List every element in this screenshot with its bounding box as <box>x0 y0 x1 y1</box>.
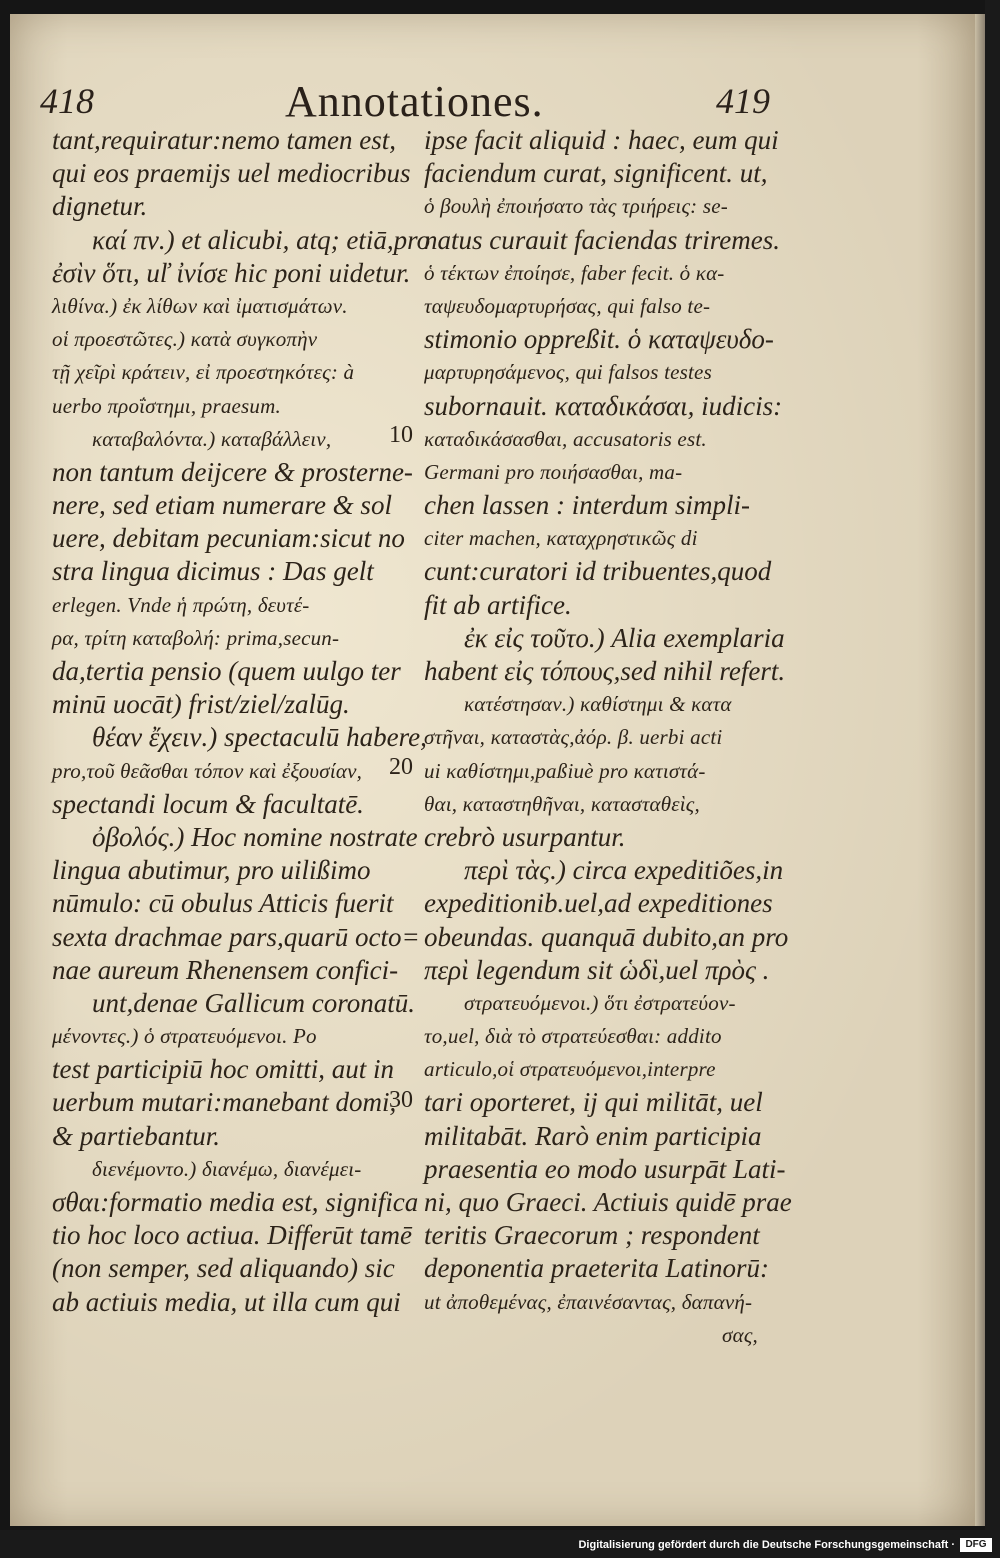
text-line: cunt:curatori id tribuentes,quod <box>424 556 772 587</box>
text-line: crebrò usurpantur. <box>424 821 626 852</box>
page-edge <box>975 14 985 1526</box>
text-line: λιθίνα.) ἐκ λίθων καὶ ἰματισμάτων. <box>52 293 348 318</box>
text-line: natus curauit faciendas triremes. <box>424 224 780 255</box>
text-line: expeditionib.uel,ad expeditiones <box>424 888 773 919</box>
text-line: articulo,οἱ στρατευόμενοι,interpre <box>424 1057 716 1082</box>
text-line: οἱ προεστῶτες.) κατὰ συγκοπὴν <box>52 327 318 352</box>
text-line: ὁ βουλὴ ἐποιήσατο τὰς τριήρεις: se- <box>424 194 728 219</box>
text-line: teritis Graecorum ; respondent <box>424 1220 760 1251</box>
text-line: ab actiuis media, ut illa cum qui <box>52 1286 401 1317</box>
text-line: unt,denae Gallicum coronatū. <box>92 987 415 1018</box>
text-line: περὶ τὰς.) circa expeditiões,in <box>464 855 784 886</box>
text-line: uerbum mutari:manebant domi, <box>52 1087 397 1118</box>
text-line: & partiebantur. <box>52 1120 221 1151</box>
text-line: non tantum deijcere & prosterne- <box>52 456 413 487</box>
left-text-column <box>52 124 431 1319</box>
text-line: subornauit. καταδικάσαι, iudicis: <box>424 390 783 421</box>
text-line: minū uocāt) frist/ziel/zalūg. <box>52 689 350 720</box>
text-line: θαι, καταστηθῆναι, κατασταθεὶς, <box>424 791 700 816</box>
text-line: περὶ legendum sit ὡδὶ,uel πρὸς . <box>424 954 770 985</box>
text-line: test participiū hoc omitti, aut in <box>52 1054 394 1085</box>
running-title: Annotationes. <box>285 77 544 126</box>
text-line: uerbo προΐστημι, praesum. <box>52 393 281 418</box>
text-line: nae aureum Rhenensem confici- <box>52 954 399 985</box>
line-number-20: 20 <box>389 754 413 780</box>
text-line: tari oporteret, ij qui militāt, uel <box>424 1087 763 1118</box>
text-line: κατέστησαν.) καθίστημι & κατα <box>464 692 732 717</box>
digitization-footer <box>0 1534 1000 1558</box>
text-line: καί πν.) et alicubi, atq; etiā,pro <box>92 224 431 255</box>
text-line: ταψευδομαρτυρήσας, qui falso te- <box>424 293 711 318</box>
funding-credit: Digitalisierung gefördert durch die Deutsche Forschungsgemeinschaft · <box>578 1539 955 1551</box>
text-line: praesentia eo modo usurpāt Lati- <box>424 1153 786 1184</box>
text-line: το,uel, διὰ τὸ στρατεύεσθαι: addito <box>424 1024 722 1049</box>
text-line: qui eos praemijs uel mediocribus <box>52 158 411 189</box>
text-line: ἐσὶν ὅτι, uľ ἰνίσε hic poni uidetur. <box>52 257 411 288</box>
text-line: pro,τοῦ θεᾶσθαι τόπον καὶ ἐξουσίαν, <box>52 758 363 783</box>
text-line: faciendum curat, significent. ut, <box>424 158 768 189</box>
text-line: καταδικάσασθαι, accusatoris est. <box>424 426 707 451</box>
text-line: στρατευόμενοι.) ὅτι ἐστρατεύον- <box>464 990 736 1015</box>
text-line: μαρτυρησάμενος, qui falsos testes <box>424 360 712 385</box>
text-line: ui καθίστημι,paßiuè pro κατιστά- <box>424 758 706 783</box>
text-line: citer machen, καταχρηστικῶς di <box>424 526 698 551</box>
text-line: nere, sed etiam numerare & sol <box>52 490 392 521</box>
text-line: σθαι:formatio media est, significa <box>52 1187 419 1217</box>
text-line: spectandi locum & facultatē. <box>52 788 364 819</box>
line-number-10: 10 <box>389 422 413 448</box>
text-line: ὁ τέκτων ἐποίησε, faber fecit. ὁ κα- <box>424 260 725 285</box>
text-line: καταβαλόντα.) καταβάλλειν, <box>92 426 332 451</box>
text-line: habent εἰς τόπους,sed nihil refert. <box>424 656 786 686</box>
text-line: ut ἀποθεμένας, ἐπαινέσαντας, δαπανή- <box>424 1289 753 1314</box>
page-number-left: 418 <box>40 81 94 121</box>
text-line: μένοντες.) ὁ στρατευόμενοι. Po <box>52 1024 317 1049</box>
text-line: erlegen. Vnde ἡ πρώτη, δευτέ- <box>52 592 310 617</box>
text-line: militabāt. Rarò enim participia <box>424 1120 762 1151</box>
text-line: ipse facit aliquid : haec, eum qui <box>424 125 779 155</box>
text-line: σας, <box>722 1322 758 1347</box>
right-text-column <box>424 124 792 1352</box>
text-line: nūmulo: cū obulus Atticis fuerit <box>52 888 394 919</box>
text-line: da,tertia pensio (quem uulgo ter <box>52 656 401 686</box>
dfg-logo: DFG <box>960 1538 992 1552</box>
text-line: ὀβολός.) Hoc nomine nostrate <box>92 821 418 852</box>
text-line: Germani pro ποιήσασθαι, ma- <box>424 459 683 484</box>
text-line: stra lingua dicimus : Das gelt <box>52 556 374 587</box>
text-line: tant,requiratur:nemo tamen est, <box>52 125 396 155</box>
line-number-30: 30 <box>389 1087 413 1113</box>
text-line: τῇ χεῖρὶ κράτειν, εἰ προεστηκότες: à <box>52 360 355 385</box>
text-line: deponentia praeterita Latinorū: <box>424 1253 769 1284</box>
text-line: chen lassen : interdum simpli- <box>424 490 750 521</box>
running-header <box>40 76 770 128</box>
text-line: ἐκ εἰς τοῦτο.) Alia exemplaria <box>464 622 785 653</box>
text-line: διενέμοντο.) διανέμω, διανέμει- <box>92 1156 362 1181</box>
text-line: θέαν ἔχειν.) spectaculū habere, <box>92 722 427 753</box>
text-line: (non semper, sed aliquando) sic <box>52 1253 395 1284</box>
text-line: dignetur. <box>52 191 148 222</box>
text-line: sexta drachmae pars,quarū octo= <box>52 921 420 952</box>
page-number-right: 419 <box>716 81 770 121</box>
text-line: στῆναι, καταστὰς,ἀόρ. β. uerbi acti <box>424 725 723 750</box>
text-line: tio hoc loco actiua. Differūt tamē <box>52 1220 412 1251</box>
text-line: ρα, τρίτη καταβολή: prima,secun- <box>52 625 340 650</box>
text-line: uere, debitam pecuniam:sicut no <box>52 523 405 554</box>
text-line: obeundas. quanquā dubito,an pro <box>424 921 789 952</box>
text-line: stimonio oppreßit. ὁ καταψευδο- <box>424 324 774 355</box>
text-line: lingua abutimur, pro uilißimo <box>52 855 371 886</box>
text-line: ni, quo Graeci. Actiuis quidē prae <box>424 1187 792 1217</box>
text-line: fit ab artifice. <box>424 589 572 620</box>
